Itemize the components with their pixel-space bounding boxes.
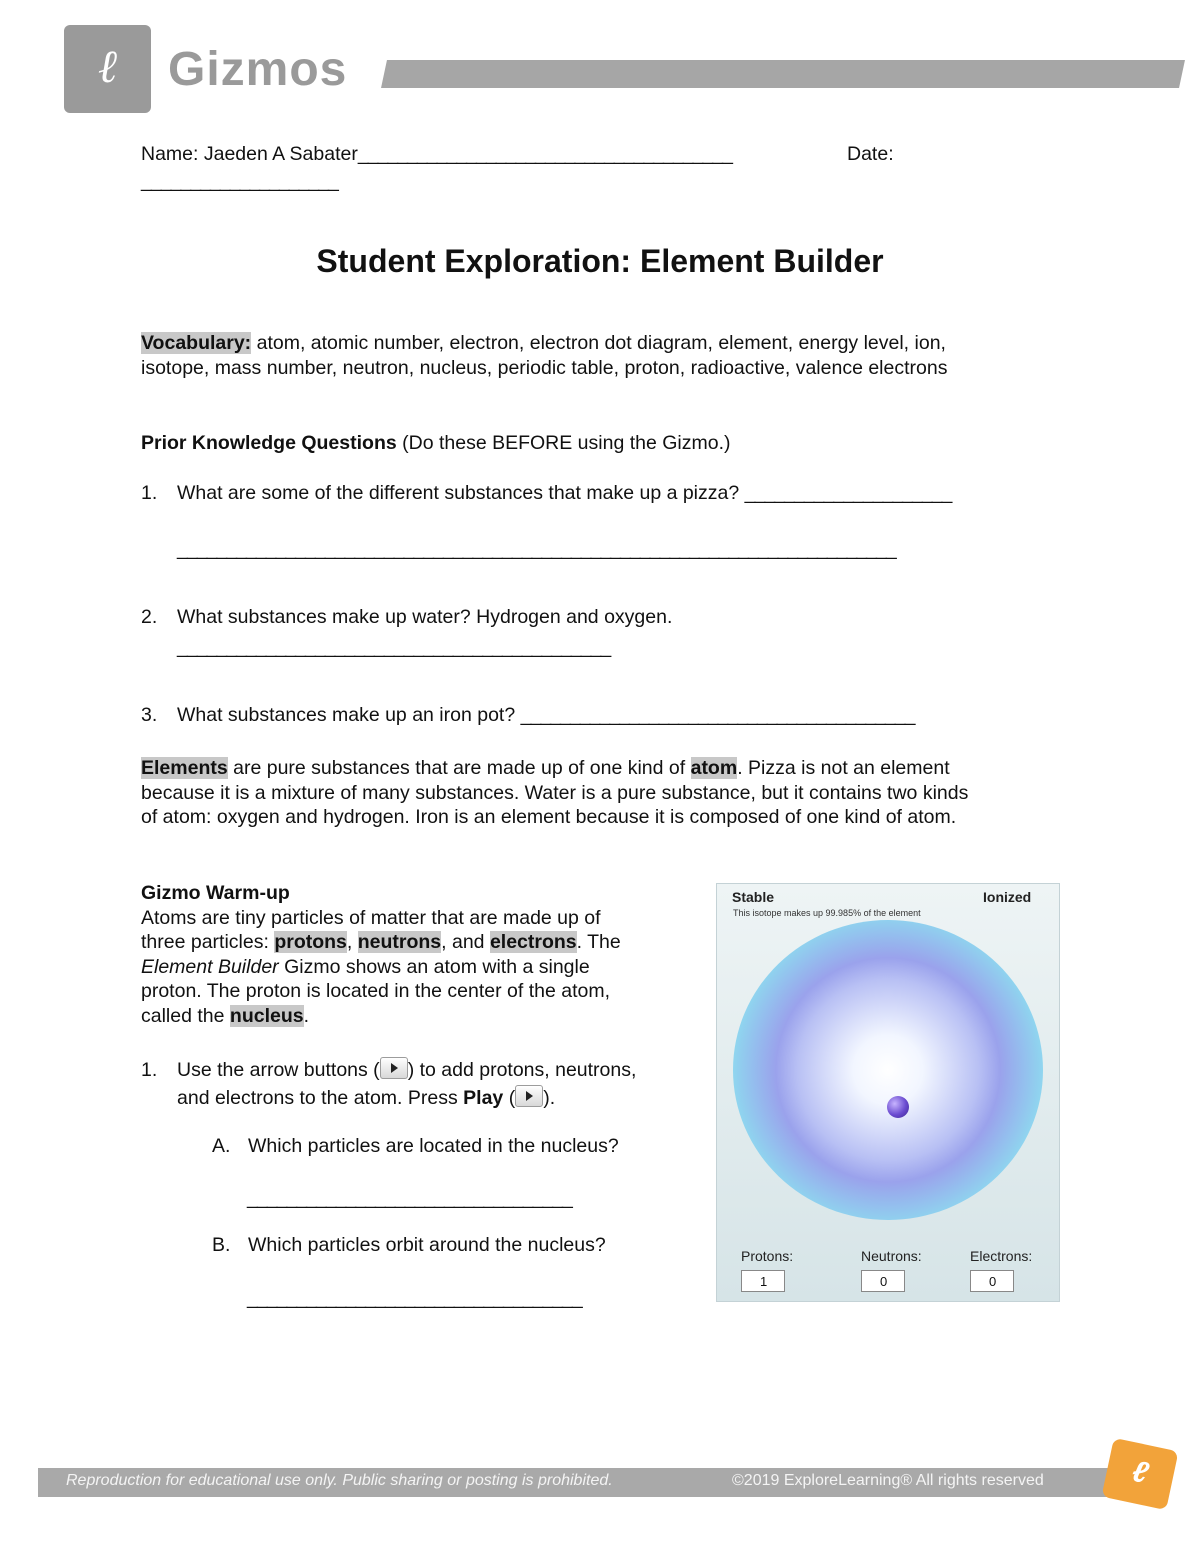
gizmo-screenshot bbox=[716, 883, 1060, 1302]
q1-number: 1. bbox=[141, 482, 158, 504]
q3-number: 3. bbox=[141, 704, 158, 726]
name-line bbox=[141, 142, 732, 167]
gizmo-name-italic: Element Builder bbox=[141, 955, 279, 978]
protons-value: 1 bbox=[741, 1270, 785, 1292]
protons-label: Protons: bbox=[741, 1248, 794, 1264]
vocabulary-line2: isotope, mass number, neutron, nucleus, periodic table, proton, radioactive, valence electrons bbox=[141, 356, 948, 379]
name-value: Jaeden A Sabater bbox=[203, 143, 358, 165]
q2-blank: ____________________________________________ bbox=[177, 636, 611, 658]
prior-q1 bbox=[141, 481, 951, 506]
warmup-q1-line2c: ). bbox=[543, 1087, 556, 1109]
warmup-comma: , bbox=[346, 931, 358, 953]
warmup-line1: Atoms are tiny particles of matter that are made up of bbox=[141, 906, 601, 929]
q3-blank: ________________________________________ bbox=[520, 704, 915, 726]
prior-heading: Prior Knowledge Questions bbox=[141, 432, 397, 454]
neutrons-value: 0 bbox=[861, 1270, 905, 1292]
prior-heading-line bbox=[141, 431, 731, 456]
term-neutrons: neutrons bbox=[357, 931, 442, 953]
elements-text-2: . Pizza is not an element bbox=[737, 757, 950, 779]
warmup-line2b: . The bbox=[576, 931, 621, 953]
warmup-q1-line2a: and electrons to the atom. Press bbox=[177, 1087, 464, 1109]
electrons-value: 0 bbox=[970, 1270, 1014, 1292]
term-atom: atom bbox=[690, 757, 738, 779]
warmup-line4: proton. The proton is located in the center of the atom, bbox=[141, 980, 611, 1002]
warmup-and: , and bbox=[441, 931, 490, 953]
q1b-label: B. bbox=[212, 1234, 231, 1256]
proton-nucleus bbox=[887, 1096, 909, 1118]
elements-line2: because it is a mixture of many substances. Water is a pure substance, but it contains two kinds bbox=[141, 781, 969, 804]
brand-name: Gizmos bbox=[168, 43, 348, 96]
explorelearning-logo bbox=[64, 25, 151, 113]
ionized-label: Ionized bbox=[983, 889, 1032, 905]
atom-diagram bbox=[733, 920, 1043, 1220]
warmup-q1-line2b: ( bbox=[503, 1087, 516, 1109]
play-button-icon bbox=[515, 1085, 543, 1107]
page-title: Student Exploration: Element Builder bbox=[316, 243, 884, 279]
warmup-heading: Gizmo Warm-up bbox=[141, 882, 290, 904]
stable-label: Stable bbox=[732, 889, 775, 905]
footer-copyright: ©2019 ExploreLearning® All rights reserved bbox=[732, 1472, 1044, 1489]
electrons-label: Electrons: bbox=[970, 1248, 1033, 1264]
vocabulary bbox=[141, 331, 1101, 380]
warmup-section bbox=[141, 881, 701, 1028]
prior-note: (Do these BEFORE using the Gizmo.) bbox=[396, 432, 731, 454]
q1-text: What are some of the different substances that make up a pizza? bbox=[177, 482, 745, 504]
neutrons-label: Neutrons: bbox=[861, 1248, 922, 1264]
warmup-line5b: . bbox=[303, 1004, 310, 1027]
q1a-blank: _________________________________ bbox=[247, 1187, 572, 1209]
q1a-label: A. bbox=[212, 1135, 231, 1157]
q1b-blank: __________________________________ bbox=[247, 1287, 582, 1309]
q2-number: 2. bbox=[141, 606, 158, 628]
q3-text: What substances make up an iron pot? bbox=[177, 704, 521, 726]
elements-paragraph bbox=[141, 756, 1101, 830]
name-label: Name: bbox=[141, 143, 204, 165]
warmup-q1b bbox=[212, 1233, 606, 1258]
date-blank: ____________________ bbox=[141, 170, 338, 192]
footer-disclaimer: Reproduction for educational use only. Public sharing or posting is prohibited. bbox=[66, 1472, 613, 1489]
term-electrons: electrons bbox=[489, 931, 577, 953]
arrow-button-icon bbox=[380, 1057, 408, 1079]
play-label: Play bbox=[463, 1087, 504, 1109]
prior-q2 bbox=[141, 605, 672, 630]
vocabulary-line1: atom, atomic number, electron, electron dot diagram, element, energy level, ion, bbox=[251, 332, 946, 354]
warmup-line3: Gizmo shows an atom with a single bbox=[278, 955, 590, 978]
footer-logo-glyph: ℓ bbox=[1129, 1454, 1152, 1491]
q2-text: What substances make up water? Hydrogen and oxygen. bbox=[177, 606, 673, 628]
q1-answer-blank: _________________________________________________________________________ bbox=[177, 538, 896, 560]
warmup-q1-number: 1. bbox=[141, 1059, 158, 1081]
warmup-q1a bbox=[212, 1134, 619, 1159]
warmup-q1-text-a: Use the arrow buttons ( bbox=[177, 1059, 380, 1081]
name-blank: ______________________________________ bbox=[357, 143, 732, 165]
term-protons: protons bbox=[274, 931, 347, 953]
term-nucleus: nucleus bbox=[229, 1004, 304, 1027]
warmup-q1-text-b: ) to add protons, neutrons, bbox=[407, 1059, 637, 1081]
term-elements: Elements bbox=[141, 757, 228, 779]
prior-q3 bbox=[141, 703, 914, 728]
header-bar bbox=[381, 60, 1185, 88]
date-label: Date: bbox=[847, 143, 894, 165]
q1-blank: _____________________ bbox=[744, 482, 952, 504]
elements-line3: of atom: oxygen and hydrogen. Iron is an element because it is composed of one kind of atom. bbox=[141, 806, 957, 828]
vocabulary-label: Vocabulary: bbox=[141, 332, 252, 354]
warmup-q1 bbox=[141, 1056, 701, 1112]
logo-glyph: ℓ bbox=[97, 39, 118, 93]
isotope-note: This isotope makes up 99.985% of the element bbox=[733, 908, 921, 918]
warmup-line2a: three particles: bbox=[141, 931, 275, 953]
warmup-line5a: called the bbox=[141, 1004, 230, 1027]
q1b-text: Which particles orbit around the nucleus? bbox=[248, 1234, 606, 1256]
elements-text-1: are pure substances that are made up of one kind of bbox=[227, 757, 691, 779]
footer-logo bbox=[1101, 1438, 1178, 1510]
q1a-text: Which particles are located in the nucleus? bbox=[248, 1135, 619, 1157]
